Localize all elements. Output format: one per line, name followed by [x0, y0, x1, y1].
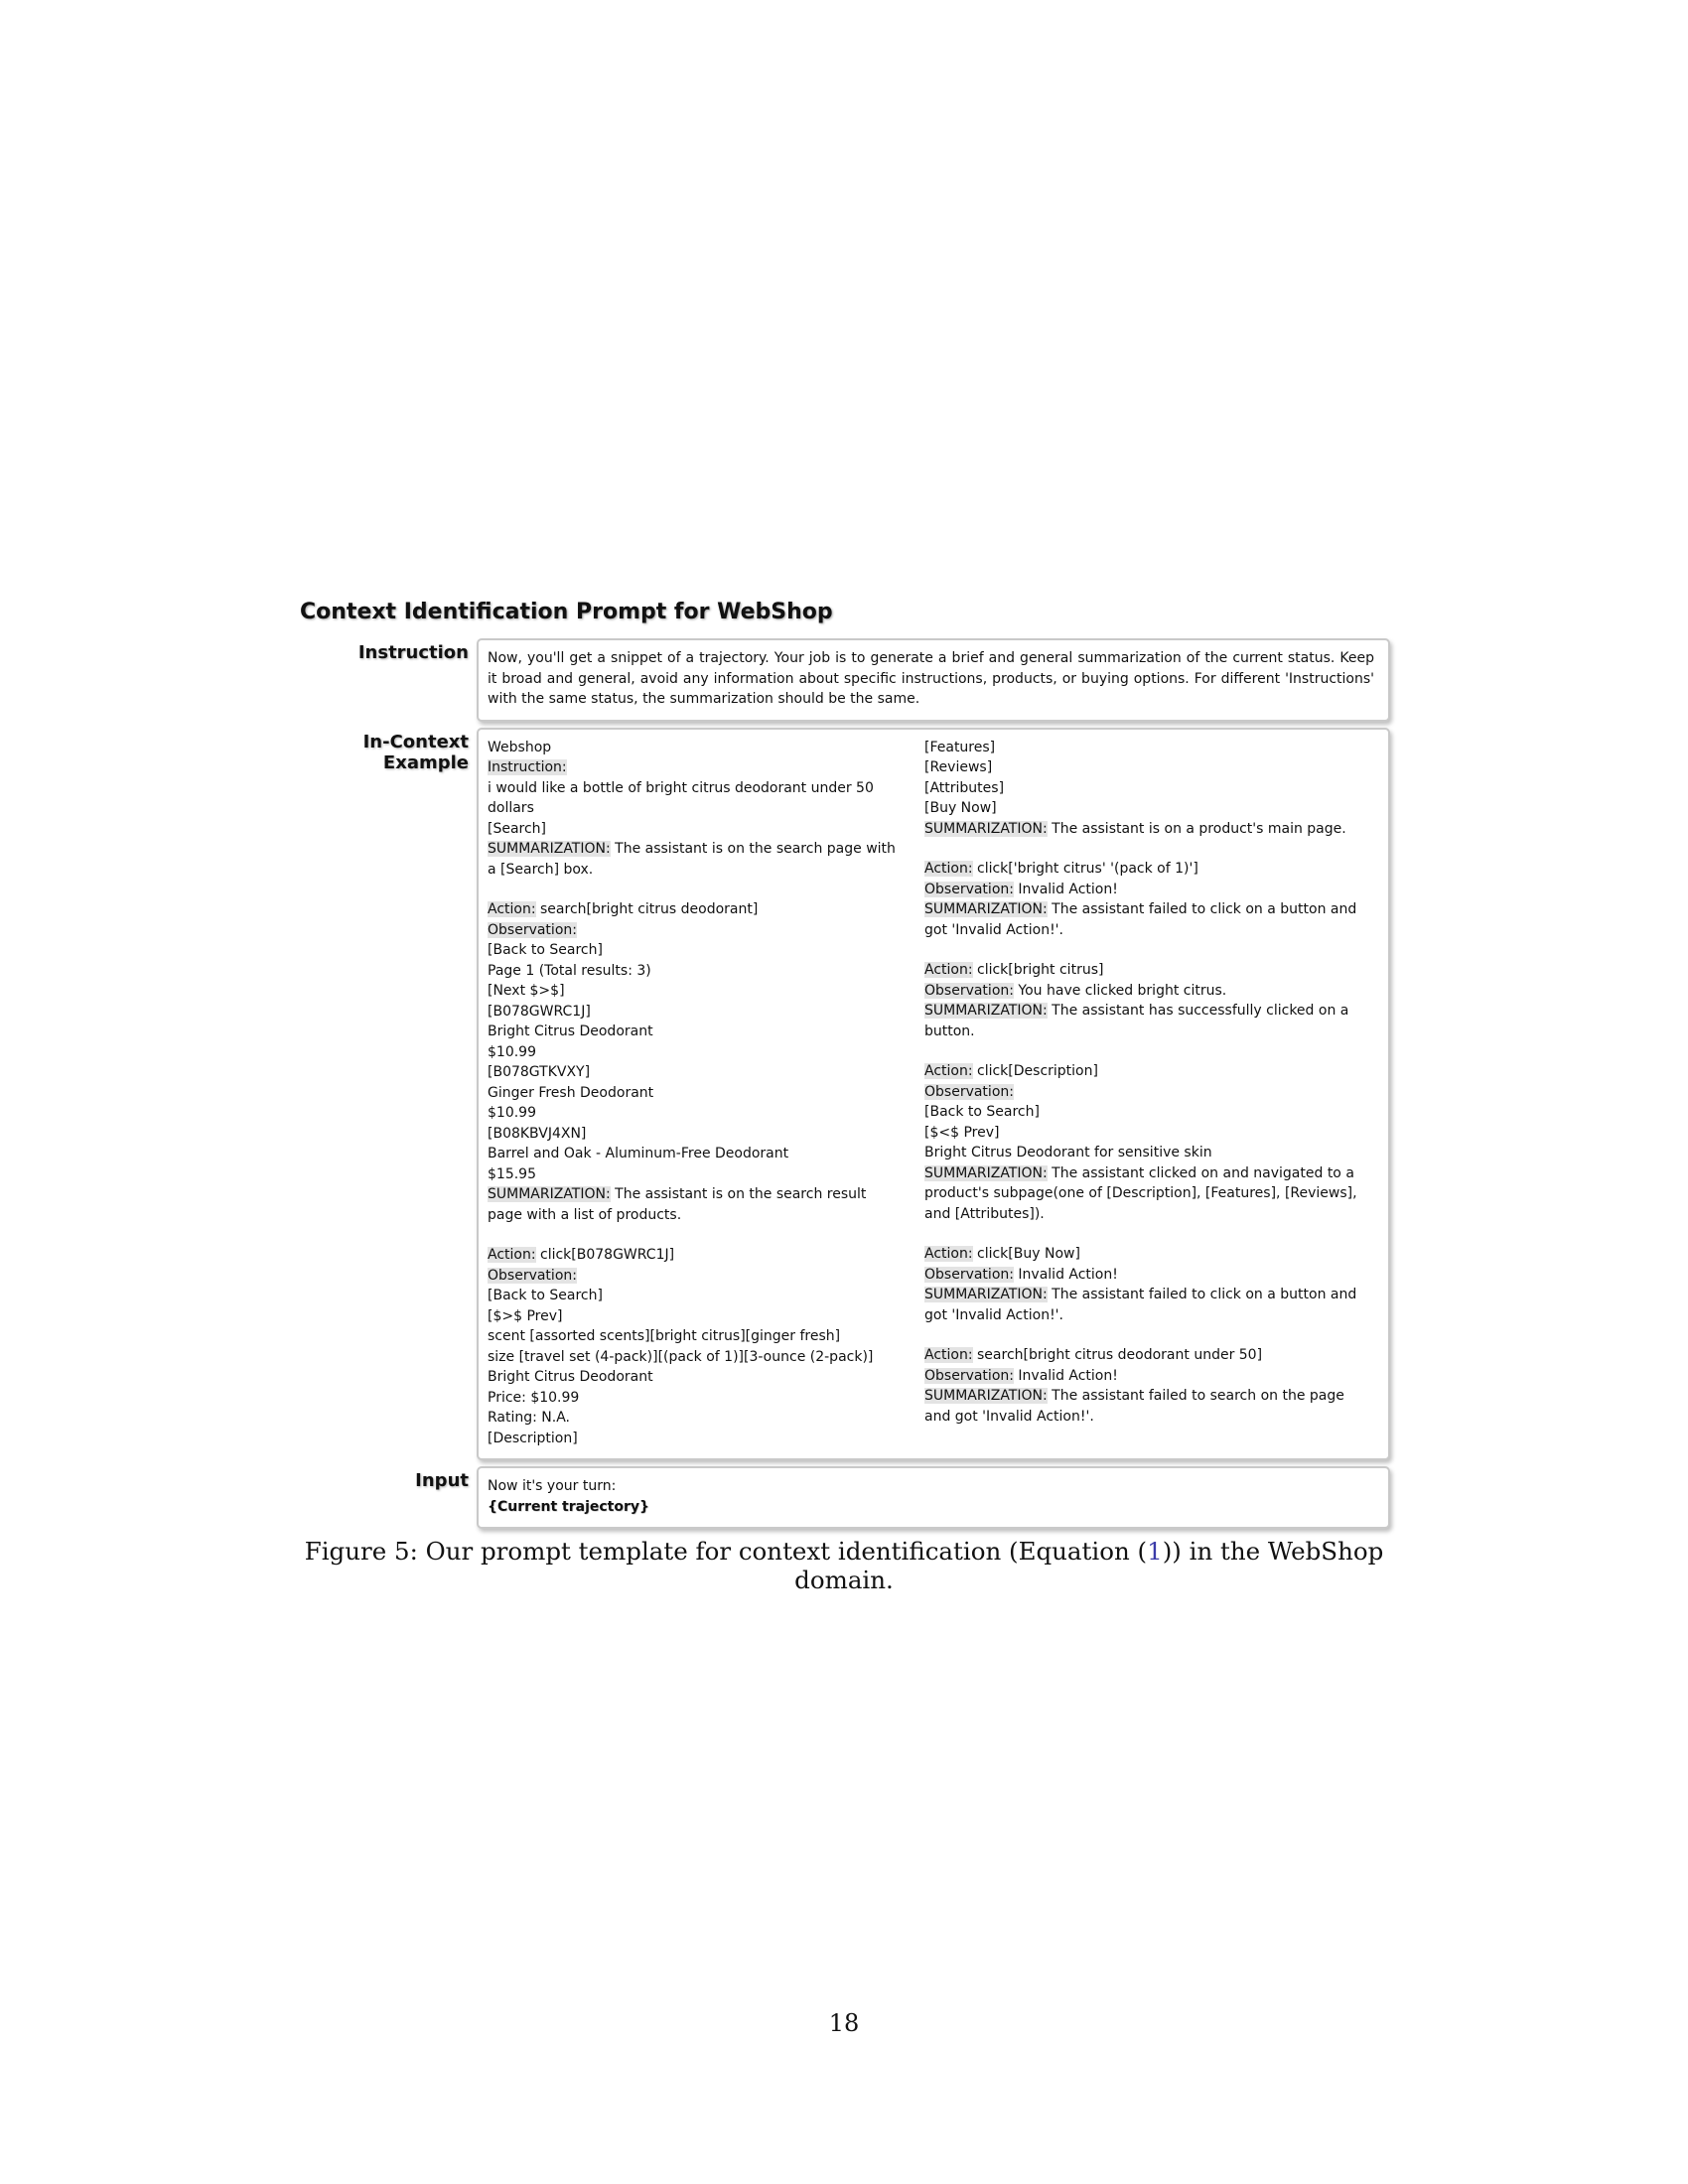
field-text: Barrel and Oak - Aluminum-Free Deodorant [488, 1146, 789, 1161]
field-key: Observation: [488, 921, 577, 938]
field-text: [Back to Search] [488, 1288, 603, 1303]
field-text: [Search] [488, 820, 547, 837]
field-text: size [travel set (4-pack)][(pack of 1)][3-ounce (2-pack)] [488, 1348, 874, 1365]
field-text: Bright Citrus Deodorant [488, 1024, 653, 1039]
example-left-column [488, 738, 924, 1449]
field-text: search[bright citrus deodorant under 50] [972, 1347, 1263, 1363]
example-line [488, 899, 905, 920]
example-line [924, 880, 1374, 900]
field-text: Invalid Action! [1013, 1266, 1118, 1283]
field-key: SUMMARIZATION: [924, 1164, 1048, 1181]
example-line [924, 1244, 1374, 1265]
example-line [924, 1001, 1374, 1041]
prompt-figure [298, 600, 1390, 1535]
example-line [924, 1102, 1374, 1123]
field-key: SUMMARIZATION: [488, 1186, 611, 1202]
example-line [488, 1022, 905, 1042]
example-line [488, 940, 905, 961]
field-key: SUMMARIZATION: [924, 901, 1048, 917]
blank-line [924, 940, 1374, 960]
instruction-label: Instruction [357, 642, 469, 663]
example-line [924, 798, 1374, 819]
example-line [924, 738, 1374, 758]
example-line [924, 1366, 1374, 1387]
page-number: 18 [828, 2009, 860, 2037]
field-key: Instruction: [488, 759, 567, 775]
blank-line [924, 1325, 1374, 1345]
example-line [924, 859, 1374, 880]
example-line [488, 778, 905, 819]
field-text: The assistant has successfully clicked on a button. [924, 1003, 1349, 1039]
field-text: Ginger Fresh Deodorant [488, 1084, 654, 1101]
equation-ref-link[interactable]: 1 [1147, 1537, 1163, 1566]
field-text: [Buy Now] [924, 800, 997, 816]
field-text: The assistant failed to search on the page and got 'Invalid Action!'. [924, 1388, 1344, 1425]
example-line [924, 1386, 1374, 1427]
example-line [488, 1002, 905, 1023]
field-text: [Description] [488, 1430, 578, 1446]
field-key: Action: [924, 861, 973, 877]
input-line: Now it's your turn: [488, 1478, 617, 1494]
field-key: Action: [924, 1063, 973, 1079]
field-text: [Back to Search] [488, 942, 603, 958]
example-line [488, 1286, 905, 1306]
example-line [488, 1347, 905, 1368]
field-text: search[bright citrus deodorant] [535, 901, 759, 917]
example-line [924, 899, 1374, 940]
field-text: i would like a bottle of bright citrus deodorant under 50 dollars [488, 779, 874, 816]
example-line [924, 1163, 1374, 1225]
example-line [488, 1184, 905, 1225]
field-key: Action: [924, 962, 973, 978]
field-text: Invalid Action! [1013, 881, 1118, 897]
example-line [488, 961, 905, 982]
field-text: The assistant failed to click on a button and got 'Invalid Action!'. [924, 1287, 1357, 1323]
field-text: [$<$ Prev] [924, 1124, 1000, 1141]
example-line [488, 1408, 905, 1429]
field-text: The assistant failed to click on a button and got 'Invalid Action!'. [924, 901, 1357, 938]
example-line [924, 1345, 1374, 1366]
example-line [488, 1083, 905, 1104]
example-line [488, 1326, 905, 1347]
field-text: Bright Citrus Deodorant for sensitive skin [924, 1145, 1212, 1160]
field-text: Price: $10.99 [488, 1389, 580, 1406]
example-line [924, 778, 1374, 799]
input-row [298, 1466, 1390, 1529]
example-line [488, 981, 905, 1002]
field-text: [B08KBVJ4XN] [488, 1125, 587, 1142]
field-key: SUMMARIZATION: [924, 1003, 1048, 1019]
example-line [924, 1082, 1374, 1103]
field-text: The assistant is on the search result page with a list of products. [488, 1186, 867, 1223]
example-line [488, 757, 905, 778]
field-text: [Back to Search] [924, 1104, 1040, 1120]
blank-line [488, 1225, 905, 1245]
example-line [924, 819, 1374, 840]
example-line [488, 1245, 905, 1266]
field-text: [B078GTKVXY] [488, 1064, 591, 1080]
example-line [924, 1265, 1374, 1286]
instruction-row [298, 638, 1390, 722]
field-text: $15.95 [488, 1165, 536, 1182]
example-line [488, 920, 905, 941]
field-key: Observation: [924, 982, 1014, 999]
field-text: click[bright citrus] [972, 962, 1104, 978]
field-text: The assistant clicked on and navigated to a product's subpage(one of [Description], [Features], [Reviews], and [Attributes]). [924, 1164, 1357, 1222]
field-text: click[Buy Now] [972, 1246, 1080, 1262]
field-key: Observation: [924, 1367, 1014, 1384]
caption-before: Figure 5: Our prompt template for context identification (Equation ( [304, 1537, 1148, 1566]
example-line [488, 1124, 905, 1145]
instruction-box [477, 638, 1390, 722]
example-line [488, 1306, 905, 1327]
field-key: SUMMARIZATION: [924, 820, 1048, 837]
example-right-column [924, 738, 1374, 1449]
field-key: Action: [924, 1246, 973, 1262]
example-line [488, 1266, 905, 1287]
field-key: Observation: [924, 881, 1014, 897]
example-line [924, 757, 1374, 778]
blank-line [924, 1041, 1374, 1061]
example-box [477, 728, 1390, 1461]
field-text: The assistant is on the search page with a [Search] box. [488, 841, 896, 878]
example-line [488, 839, 905, 880]
blank-line [924, 839, 1374, 859]
field-text: [Attributes] [924, 779, 1005, 796]
example-line [488, 1042, 905, 1063]
field-key: SUMMARIZATION: [488, 841, 611, 857]
field-key: Action: [488, 1247, 536, 1263]
field-text: The assistant is on a product's main page. [1047, 820, 1346, 837]
field-text: You have clicked bright citrus. [1013, 982, 1227, 999]
caption-after: )) in the WebShop domain. [794, 1537, 1384, 1594]
input-placeholder: {Current trajectory} [488, 1498, 649, 1515]
example-line [488, 1367, 905, 1388]
field-text: [Next $>$] [488, 983, 565, 999]
example-line [488, 1103, 905, 1124]
input-box [477, 1466, 1390, 1529]
field-text: $10.99 [488, 1105, 536, 1121]
field-key: Observation: [924, 1266, 1014, 1283]
example-line [924, 1061, 1374, 1082]
field-text: [Reviews] [924, 759, 993, 775]
example-line [488, 1164, 905, 1185]
field-key: Action: [488, 901, 536, 917]
field-text: click[Description] [972, 1063, 1098, 1079]
field-text: click['bright citrus' '(pack of 1)'] [972, 861, 1198, 877]
field-key: Observation: [924, 1083, 1014, 1100]
field-key: Action: [924, 1347, 973, 1363]
input-label: Input [415, 1470, 469, 1491]
example-line [924, 1285, 1374, 1325]
example-line [924, 981, 1374, 1002]
example-line [488, 738, 905, 758]
example-line [488, 1388, 905, 1409]
example-line [488, 1144, 905, 1164]
field-text: Invalid Action! [1013, 1367, 1118, 1384]
field-text: Rating: N.A. [488, 1410, 571, 1426]
field-text: [B078GWRC1J] [488, 1003, 591, 1020]
field-text: [Features] [924, 739, 996, 755]
example-line [924, 960, 1374, 981]
field-key: SUMMARIZATION: [924, 1287, 1048, 1302]
field-key: SUMMARIZATION: [924, 1388, 1048, 1404]
field-text: $10.99 [488, 1043, 536, 1060]
figure-title: Context Identification Prompt for WebShop [300, 600, 833, 624]
example-line [924, 1123, 1374, 1144]
example-row [298, 728, 1390, 1461]
example-line [488, 1429, 905, 1449]
field-text: click[B078GWRC1J] [535, 1247, 675, 1263]
blank-line [488, 880, 905, 899]
field-text: Page 1 (Total results: 3) [488, 962, 651, 979]
example-line [924, 1143, 1374, 1163]
field-text: [$>$ Prev] [488, 1307, 563, 1324]
field-text: scent [assorted scents][bright citrus][ginger fresh] [488, 1328, 841, 1344]
example-line [488, 819, 905, 840]
figure-caption [298, 1537, 1390, 1594]
instruction-text: Now, you'll get a snippet of a trajectory. Your job is to generate a brief and general summarization of the current status. Keep it broad and general, avoid any information about specific instructions, products, or buying options. For different 'Instructions' with the same status, the summarization should be the same. [488, 650, 1374, 707]
field-key: Observation: [488, 1267, 577, 1284]
blank-line [924, 1224, 1374, 1244]
example-line [488, 1062, 905, 1083]
field-text: Bright Citrus Deodorant [488, 1369, 653, 1385]
example-label: In-Context Example [362, 731, 469, 773]
field-text: Webshop [488, 739, 552, 755]
